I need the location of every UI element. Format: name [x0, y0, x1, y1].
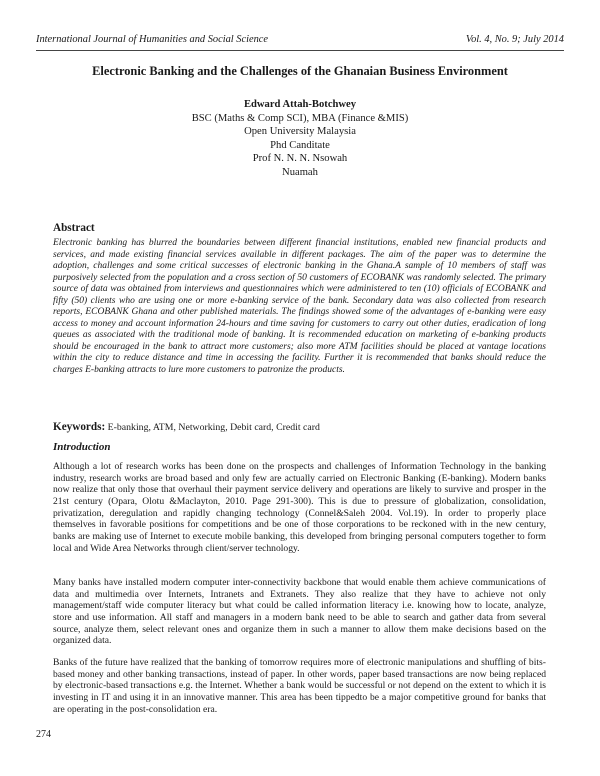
keywords-heading: Keywords:	[53, 421, 106, 433]
issue-info: Vol. 4, No. 9; July 2014	[465, 34, 564, 45]
keywords-line	[53, 421, 320, 433]
journal-name: International Journal of Humanities and Social Science	[36, 34, 269, 45]
keywords-text: E-banking, ATM, Networking, Debit card, Credit card	[107, 422, 320, 433]
author-line: Nuamah	[282, 166, 318, 178]
author-line: Phd Canditate	[270, 139, 330, 151]
intro-paragraph: Many banks have installed modern computer inter-connectivity backbone that would enable them achieve communications of data and multimedia over Internets, Intranets and Extranets. They also realize that they have to achieve not only management/staff wide computer literacy but what could be called information literacy i.e. knowing how to locate, analyze, store and use information. All staff and managers in a modern bank need to be able to search and gather data from several source, analyze them, select relevant ones and organize them in such a manner to allow them make decisions based on the organized data.	[53, 577, 546, 647]
intro-paragraph: Although a lot of research works has been done on the prospects and challenges of Information Technology in the banking industry, research works are broad based and only few are actually carried on Electronic Banking (E-banking). Modern banks now realize that only those that overhaul their payment service delivery and operations are likely to survive and prosper in the 21st century (Opara, Olotu &Maclayton, 2010. Page 291-300). This is due to pressure of globalization, consolidation, privatization, deregulation and rapidly changing technology (Connel&Saleh 2004. Vol.19). In order to properly place themselves in favorable positions for competitions and be one of those corporations to be reckoned with in the new century, banks are making use of Internet to execute mobile banking, this developed from bringing personal computers together to form local and Wide Area Networks through client/server technology.	[53, 461, 546, 554]
introduction-heading: Introduction	[53, 441, 111, 453]
author-name: Edward Attah-Botchwey	[243, 99, 357, 110]
intro-paragraph: Banks of the future have realized that the banking of tomorrow requires more of electronic manipulations and shuffling of bits-based money and other banking transactions, instead of paper. In other words, paper based transactions are now being replaced by electronic-based transactions e.g. the Internet. Whether a bank would be successful or not depend on the extent to which it is investing in IT and using it in an innovative manner. This area has been tippedto be a major competitive ground for banks that are operating in the post-consolidation era.	[53, 657, 546, 715]
author-block	[36, 98, 564, 180]
header-divider	[36, 50, 564, 51]
author-line: BSC (Maths & Comp SCI), MBA (Finance &MIS)	[191, 112, 409, 124]
author-line: Open University Malaysia	[244, 126, 356, 138]
page-number: 274	[36, 729, 51, 740]
paper-title: Electronic Banking and the Challenges of the Ghanaian Business Environment	[92, 64, 508, 78]
running-header	[36, 34, 564, 48]
abstract-text: Electronic banking has blurred the boundaries between different financial institutions, enabled new financial products and services, and made existing financial services available in different packages. The aim of the paper was to determine the adoption, challenges and some critical successes of electronic banking in the Ghana.A sample of 10 members of staff was purposively selected from the population and a cross section of 50 customers of ECOBANK was randomly selected. The primary source of data was obtained from interviews and questionnaires which were administered to ten (10) officials of ECOBANK and fifty (50) clients who are using one or more e-banking service of the bank. Secondary data was also collected from research reports, ECOBANK Ghana and other published materials. The findings showed some of the advantages of e-banking were easy access to money and account information 24-hours and time saving for customers to carry out other duties, eradication of long queues as associated with the traditional mode of banking. It is recommended education on marketing of e-banking products should be encouraged in the bank to attract more customers; also more ATM facilities should be placed at vantage locations within the city to reduce distance and time in accessing the facility. Further it is recommended that banks should reduce the charges E-banking attracts to lure more customers to patronize the products.	[53, 238, 546, 376]
abstract-heading: Abstract	[53, 222, 95, 234]
author-line: Prof N. N. N. Nsowah	[252, 153, 348, 165]
